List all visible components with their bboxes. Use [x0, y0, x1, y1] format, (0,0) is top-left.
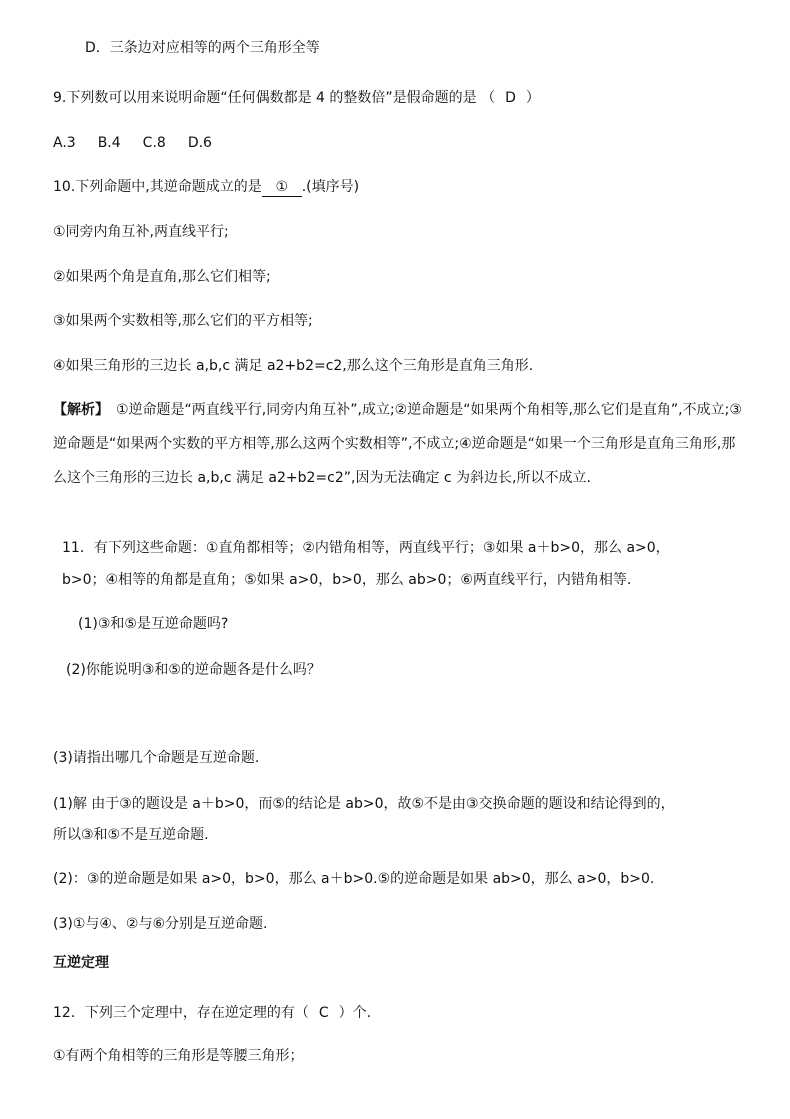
solution-2: (2)：③的逆命题是如果 a>0，b>0，那么 a＋b>0.⑤的逆命题是如果 ab>0，那么 a>0，b>0. — [53, 871, 655, 887]
question-10-item-2: ②如果两个角是直角,那么它们相等; — [53, 269, 271, 285]
question-9-stem: 9.下列数可以用来说明命题“任何偶数都是 4 的整数倍”是假命题的是 （ — [53, 90, 496, 106]
analysis-text: ①逆命题是“两直线平行,同旁内角互补”,成立;②逆命题是“如果两个角相等,那么它们是直角”,不成立;③逆命题是“如果两个实数的平方相等,那么这两个实数相等”,不成立;④逆命题是“如果一个三角形是直角三角形,那么这个三角形的三边长 a,b,c 满足 a2+b2=c2”,因为无法确定 c 为斜边长,所以不成立. — [53, 402, 742, 486]
question-11-line-2: b>0；④相等的角都是直角；⑤如果 a>0，b>0，那么 ab>0；⑥两直线平行，内错角相等. — [62, 572, 632, 588]
question-10-item-4: ④如果三角形的三边长 a,b,c 满足 a2+b2=c2,那么这个三角形是直角三角形. — [53, 358, 534, 374]
question-9-choices — [53, 133, 234, 153]
question-10-item-3: ③如果两个实数相等,那么它们的平方相等; — [53, 313, 313, 329]
question-12-answer: C — [318, 1005, 329, 1021]
question-11-sub-3: (3)请指出哪几个命题是互逆命题. — [53, 750, 260, 766]
section-title: 互逆定理 — [53, 955, 109, 971]
question-10-stem: 10.下列命题中,其逆命题成立的是 — [53, 179, 262, 195]
question-11-line-1: 11．有下列这些命题：①直角都相等；②内错角相等，两直线平行；③如果 a＋b>0，那么 a>0， — [62, 540, 670, 556]
analysis-block — [53, 393, 743, 495]
question-10-item-1: ①同旁内角互补,两直线平行; — [53, 224, 229, 240]
question-12-suffix: ）个. — [338, 1005, 372, 1021]
question-11-sub-1: (1)③和⑤是互逆命题吗? — [78, 616, 229, 632]
solution-1-line-1: (1)解 由于③的题设是 a＋b>0，而⑤的结论是 ab>0，故⑤不是由③交换命题的题设和结论得到的， — [53, 796, 675, 812]
question-9-answer: D — [505, 90, 516, 106]
option-d-text: D．三条边对应相等的两个三角形全等 — [85, 40, 320, 56]
analysis-label: 【解析】 — [53, 402, 102, 418]
choice-a: A.3 — [53, 135, 76, 151]
choice-d: D.6 — [187, 135, 212, 151]
question-10-answer: ① — [262, 178, 302, 197]
solution-3: (3)①与④、②与⑥分别是互逆命题. — [53, 916, 268, 932]
question-12-item-1: ①有两个角相等的三角形是等腰三角形； — [53, 1048, 304, 1064]
question-12-stem: 12．下列三个定理中，存在逆定理的有（ — [53, 1005, 309, 1021]
question-10-suffix: .(填序号) — [301, 179, 360, 195]
question-11-sub-2: (2)你能说明③和⑤的逆命题各是什么吗？ — [66, 662, 321, 678]
question-10 — [53, 177, 359, 197]
choice-b: B.4 — [97, 135, 121, 151]
question-9-close: ） — [525, 90, 540, 106]
solution-1-line-2: 所以③和⑤不是互逆命题. — [53, 827, 209, 843]
choice-c: C.8 — [142, 135, 166, 151]
question-12 — [53, 1003, 371, 1023]
question-9 — [53, 88, 540, 108]
